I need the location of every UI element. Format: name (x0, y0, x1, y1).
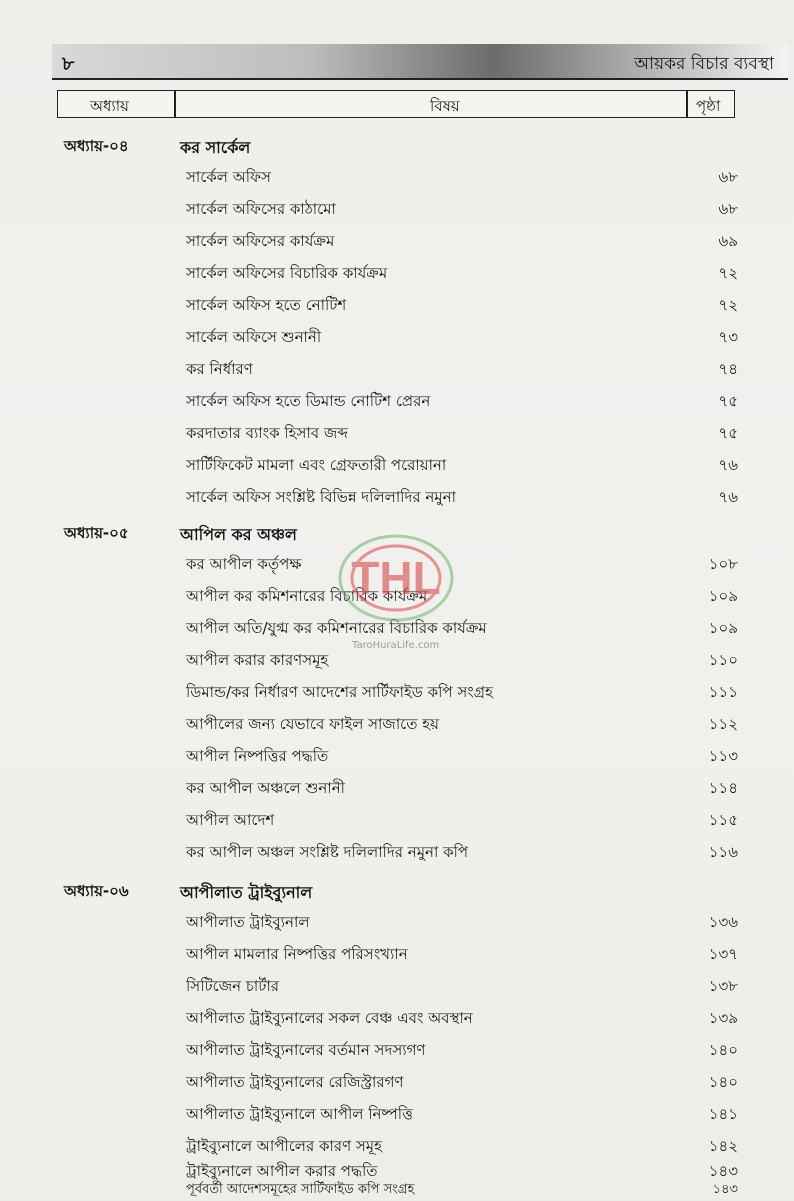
entry-page: ৭২ (718, 296, 738, 314)
watermark-logo-text: THL (351, 552, 441, 604)
entry-page: ১৩৯ (708, 1009, 738, 1027)
entry-page: ১৪২ (708, 1137, 738, 1155)
toc-entry (0, 1039, 794, 1071)
entry-page: ১১২ (708, 715, 738, 733)
entry-title: সার্কেল অফিস হতে নোটিশ (186, 296, 347, 314)
entry-page: ১১৫ (708, 811, 738, 829)
entry-title: আপীলাত ট্রাইব্যুনালে আপীল নিষ্পত্তি (186, 1105, 413, 1123)
entry-page: ৭৬ (718, 488, 738, 506)
toc-entry (0, 198, 794, 230)
entry-title: আপীল কর কমিশনারের বিচারিক কার্যক্রম (186, 587, 428, 605)
toc-entry (0, 294, 794, 326)
header-divider (174, 91, 176, 117)
chapter-title: কর সার্কেল (180, 138, 251, 157)
entry-title: আপীল আদেশ (186, 811, 275, 829)
entry-title: করদাতার ব্যাংক হিসাব জব্দ (186, 424, 348, 442)
entry-title: সার্কেল অফিসের বিচারিক কার্যক্রম (186, 264, 388, 282)
entry-page: ১৩৮ (708, 977, 738, 995)
chapter-title: আপীলাত ট্রাইব্যুনাল (180, 883, 313, 902)
toc-entry (0, 358, 794, 390)
book-title: আয়কর বিচার ব্যবস্থা (634, 54, 774, 74)
entry-title: আপীল অতি/যুগ্ম কর কমিশনারের বিচারিক কার্যক্রম (186, 619, 487, 637)
entry-page: ৭৪ (718, 360, 738, 378)
entry-page: ১৪০ (708, 1041, 738, 1059)
toc-entry (0, 390, 794, 422)
page-number: ৮ (62, 53, 75, 75)
toc-entry (0, 326, 794, 358)
entry-page: ১০৮ (708, 555, 738, 573)
entry-title: সার্কেল অফিস সংশ্লিষ্ট বিভিন্ন দলিলাদির নমুনা (186, 488, 456, 506)
toc-entry (0, 166, 794, 198)
watermark-logo (336, 518, 456, 651)
entry-title: আপীল নিষ্পত্তির পদ্ধতি (186, 747, 329, 765)
toc-entry (0, 230, 794, 262)
watermark-logo-icon (336, 518, 456, 628)
entry-title: কর আপীল কর্তৃপক্ষ (186, 555, 302, 573)
entry-page: ১৪৩ (708, 1162, 738, 1180)
toc-entry (0, 649, 794, 681)
toc-entry (0, 262, 794, 294)
toc-entry (0, 1180, 794, 1200)
entry-title: কর নির্ধারণ (186, 360, 253, 378)
entry-page: ১১০ (708, 651, 738, 669)
entry-title: পূর্ববর্তী আদেশসমূহের সার্টিফাইড কপি সংগ্রহ (186, 1182, 415, 1197)
entry-page: ৭৬ (718, 456, 738, 474)
entry-page: ৬৮ (718, 168, 738, 186)
header-chapter: অধ্যায় (90, 97, 129, 115)
entry-title: সিটিজেন চার্টার (186, 977, 280, 995)
entry-page: ৬৮ (718, 200, 738, 218)
entry-title: কর আপীল অঞ্চল সংশ্লিষ্ট দলিলাদির নমুনা কপি (186, 843, 469, 861)
entry-title: আপীলাত ট্রাইব্যুনালের রেজিস্ট্রারগণ (186, 1073, 404, 1091)
chapter-label: অধ্যায়-০৪ (64, 137, 129, 155)
entry-page: ১০৯ (708, 587, 738, 605)
toc-entry (0, 809, 794, 841)
entry-title: আপীলাত ট্রাইব্যুনালের বর্তমান সদস্যগণ (186, 1041, 426, 1059)
entry-title: আপীল মামলার নিষ্পত্তির পরিসংখ্যান (186, 945, 408, 963)
chapter-label: অধ্যায়-০৫ (64, 524, 129, 542)
toc-entry (0, 841, 794, 873)
entry-page: ৭৫ (718, 424, 738, 442)
entry-title: সার্কেল অফিসে শুনানী (186, 328, 322, 346)
toc-entry (0, 1103, 794, 1135)
entry-title: কর আপীল অঞ্চলে শুনানী (186, 779, 345, 797)
entry-title: ট্রাইব্যুনালে আপীল করার পদ্ধতি (186, 1162, 378, 1180)
entry-page: ৭৫ (718, 392, 738, 410)
entry-title: ডিমান্ড/কর নির্ধারণ আদেশের সার্টিফাইড কপি সংগ্রহ (186, 683, 493, 701)
entry-title: ট্রাইব্যুনালে আপীলের কারণ সমূহ (186, 1137, 383, 1155)
toc-entry (0, 422, 794, 454)
entry-title: আপীলাত ট্রাইব্যুনালের সকল বেঞ্চ এবং অবস্থান (186, 1009, 473, 1027)
toc-entry (0, 975, 794, 1007)
toc-entry (0, 454, 794, 486)
entry-title: সার্কেল অফিসের কাঠামো (186, 200, 336, 218)
entry-page: ১১৬ (708, 843, 738, 861)
entry-page: ১১১ (708, 683, 738, 701)
entry-title: আপীলাত ট্রাইব্যুনাল (186, 913, 310, 931)
entry-page: ১১৪ (708, 779, 738, 797)
toc-entry (0, 777, 794, 809)
toc-entry (0, 486, 794, 518)
entry-page: ১৪০ (708, 1073, 738, 1091)
toc-entry (0, 713, 794, 745)
header-subject: বিষয় (430, 97, 460, 115)
toc-entry (0, 943, 794, 975)
entry-page: ১০৯ (708, 619, 738, 637)
toc-entry (0, 681, 794, 713)
entry-title: সার্কেল অফিস হতে ডিমান্ড নোটিশ প্রেরন (186, 392, 431, 410)
chapter-label: অধ্যায়-০৬ (64, 882, 129, 900)
entry-page: ১৩৭ (708, 945, 738, 963)
entry-page: ১৪৩ (712, 1182, 738, 1197)
toc-entry (0, 1007, 794, 1039)
entry-page: ১৩৬ (708, 913, 738, 931)
entry-title: সার্টিফিকেট মামলা এবং গ্রেফতারী পরোয়ানা (186, 456, 447, 474)
watermark-url: TaroHuraLife.com (352, 640, 440, 651)
entry-page: ৭২ (718, 264, 738, 282)
entry-page: ৬৯ (718, 232, 738, 250)
entry-title: আপীলের জন্য যেভাবে ফাইল সাজাতে হয় (186, 715, 439, 733)
table-header (57, 90, 735, 118)
entry-page: ৭৩ (718, 328, 738, 346)
header-page: পৃষ্ঠা (696, 97, 721, 115)
page-header (52, 44, 788, 80)
toc-entry (0, 1071, 794, 1103)
entry-title: আপীল করার কারণসমূহ (186, 651, 329, 669)
entry-title: সার্কেল অফিসের কার্যক্রম (186, 232, 335, 250)
chapter-title: আপিল কর অঞ্চল (180, 525, 297, 544)
entry-title: সার্কেল অফিস (186, 168, 271, 186)
header-divider (686, 91, 688, 117)
toc-entry (0, 745, 794, 777)
toc-entry (0, 911, 794, 943)
entry-page: ১৪১ (708, 1105, 738, 1123)
entry-page: ১১৩ (708, 747, 738, 765)
